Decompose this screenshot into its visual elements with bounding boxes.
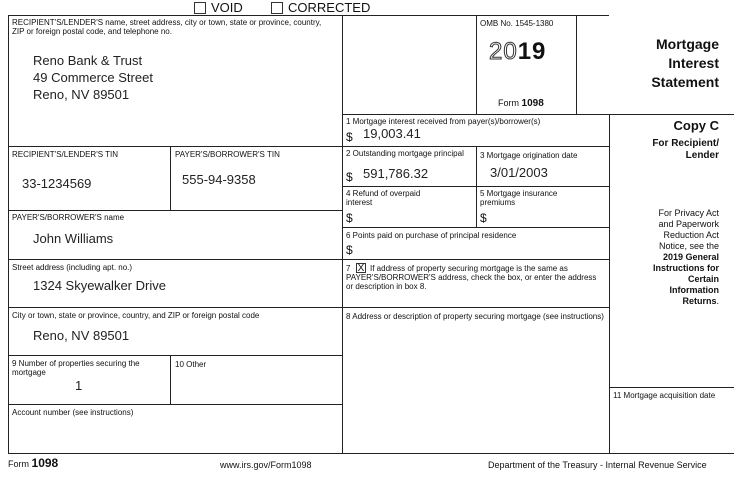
copy-subtitle: For Recipient/ Lender bbox=[652, 138, 719, 161]
recipient-tin[interactable]: 33-1234569 bbox=[22, 176, 92, 191]
payer-name[interactable]: John Williams bbox=[33, 231, 114, 246]
footer-form: Form 1098 bbox=[8, 456, 59, 470]
payer-city[interactable]: Reno, NV 89501 bbox=[33, 328, 130, 343]
void-checkbox[interactable]: VOID bbox=[194, 0, 243, 15]
payer-street[interactable]: 1324 Skyewalker Drive bbox=[33, 278, 166, 293]
rule bbox=[342, 227, 609, 228]
rule bbox=[342, 15, 343, 453]
box4-label: 4 Refund of overpaid interest bbox=[346, 189, 421, 207]
box6-label: 6 Points paid on purchase of principal residence bbox=[346, 231, 517, 240]
rule bbox=[342, 114, 734, 115]
payer-street-label: Street address (including apt. no.) bbox=[12, 263, 133, 272]
box2-dollar: $ bbox=[346, 170, 353, 184]
recipient-box-label: RECIPIENT'S/LENDER'S name, street address, city or town, state or province, country, ZIP or foreign postal code, and telephone no. bbox=[12, 18, 322, 36]
copy-title: Copy C bbox=[673, 118, 719, 133]
footer-department: Department of the Treasury - Internal Revenue Service bbox=[488, 460, 707, 470]
rule bbox=[8, 146, 342, 147]
recipient-city[interactable]: Reno, NV 89501 bbox=[33, 87, 130, 102]
rule bbox=[476, 146, 477, 227]
rule bbox=[8, 210, 342, 211]
payer-name-label: PAYER'S/BORROWER'S name bbox=[12, 213, 125, 222]
rule bbox=[342, 307, 609, 308]
box8-label: 8 Address or description of property securing mortgage (see instructions) bbox=[346, 312, 604, 321]
rule bbox=[170, 146, 171, 210]
recipient-tin-label: RECIPIENT'S/LENDER'S TIN bbox=[12, 150, 119, 159]
box7-checkbox[interactable]: X bbox=[357, 263, 365, 274]
rule bbox=[8, 355, 342, 356]
top-border bbox=[8, 15, 609, 16]
box7-number: 7 bbox=[346, 264, 351, 273]
rule bbox=[342, 259, 609, 260]
corrected-checkbox[interactable]: CORRECTED bbox=[271, 0, 370, 15]
box5-label: 5 Mortgage insurance premiums bbox=[480, 189, 558, 207]
payer-tin-label: PAYER'S/BORROWER'S TIN bbox=[175, 150, 280, 159]
omb-number: OMB No. 1545-1380 bbox=[480, 19, 554, 28]
account-number-label: Account number (see instructions) bbox=[12, 408, 134, 417]
box6-dollar: $ bbox=[346, 243, 353, 257]
box9-value[interactable]: 1 bbox=[75, 378, 83, 393]
void-box[interactable] bbox=[194, 2, 206, 14]
box1-value[interactable]: 19,003.41 bbox=[363, 126, 421, 141]
tax-year: 2019 bbox=[489, 38, 547, 65]
rule bbox=[609, 114, 610, 453]
recipient-street[interactable]: 49 Commerce Street bbox=[33, 70, 153, 85]
rule bbox=[576, 15, 577, 114]
rule bbox=[8, 259, 342, 260]
privacy-notice: For Privacy Act and Paperwork Reduction Act Notice, see the 2019 General Instructions for Certain Information Returns. bbox=[652, 208, 719, 306]
box4-dollar: $ bbox=[346, 211, 353, 225]
rule bbox=[609, 387, 734, 388]
payer-tin[interactable]: 555-94-9358 bbox=[182, 172, 256, 187]
box11-label: 11 Mortgage acquisition date bbox=[613, 391, 716, 400]
box2-label: 2 Outstanding mortgage principal bbox=[346, 149, 464, 158]
footer-url[interactable]: www.irs.gov/Form1098 bbox=[220, 460, 312, 470]
payer-city-label: City or town, state or province, country, and ZIP or foreign postal code bbox=[12, 311, 260, 320]
rule bbox=[8, 404, 342, 405]
form-title: Mortgage Interest Statement bbox=[651, 36, 719, 90]
rule bbox=[170, 355, 171, 404]
recipient-name[interactable]: Reno Bank & Trust bbox=[33, 53, 143, 68]
rule bbox=[476, 15, 477, 114]
box9-label: 9 Number of properties securing the mortgage bbox=[12, 359, 140, 377]
box10-label: 10 Other bbox=[175, 360, 207, 369]
omb-form-label: Form 1098 bbox=[498, 98, 544, 109]
box3-value[interactable]: 3/01/2003 bbox=[490, 165, 548, 180]
box5-dollar: $ bbox=[480, 211, 487, 225]
left-border bbox=[8, 15, 9, 453]
box3-label: 3 Mortgage origination date bbox=[480, 151, 578, 160]
rule bbox=[8, 307, 342, 308]
bottom-border bbox=[8, 453, 734, 454]
box1-label: 1 Mortgage interest received from payer(s)/borrower(s) bbox=[346, 117, 541, 126]
box7-text: If address of property securing mortgage is the same as PAYER'S/BORROWER'S address, check the box, or enter the address or description in box 8. bbox=[346, 264, 597, 291]
corrected-box[interactable] bbox=[271, 2, 283, 14]
box2-value[interactable]: 591,786.32 bbox=[363, 166, 429, 181]
box1-dollar: $ bbox=[346, 130, 353, 144]
